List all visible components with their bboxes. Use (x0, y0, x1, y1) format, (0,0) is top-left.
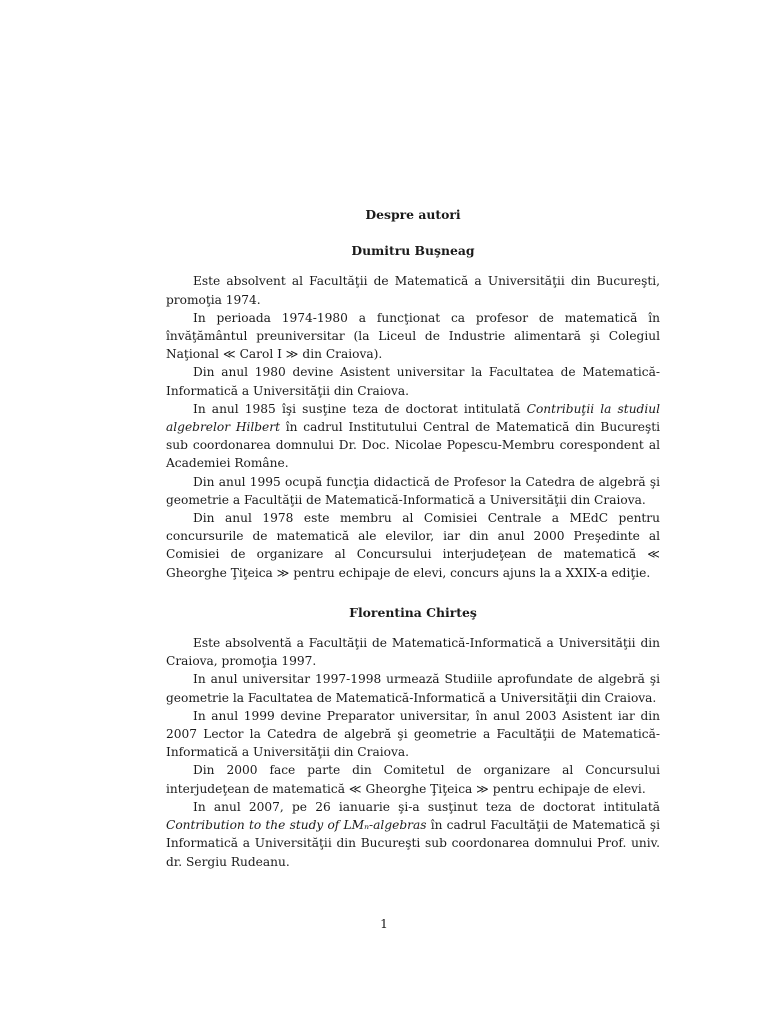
thesis-intro: In anul 2007, pe 26 ianuarie şi-a susţinut teza de doctorat intitulată (193, 799, 660, 814)
bio-paragraph: Este absolventă a Facultăţii de Matematică-Informatică a Universităţii din Craiova, promoţia 1997. (166, 636, 660, 669)
thesis-title: Contribuţii la studiul algebrelor Hilbert (166, 401, 660, 435)
bio-paragraph: Din anul 1980 devine Asistent universitar la Facultatea de Matematică-Informatică a Universităţii din Craiova. (166, 365, 660, 398)
author-name: Dumitru Buşneag (351, 243, 475, 259)
author-name: Florentina Chirteş (349, 604, 477, 620)
bio-paragraph: In anul universitar 1997-1998 urmează Studiile aprofundate de algebră şi geometrie la Facultatea de Matematică-Informatică a Universităţii din Craiova. (166, 672, 660, 705)
bio-paragraph: Din anul 1978 este membru al Comisiei Centrale a MEdC pentru concursurile de matematică ale elevilor, iar din anul 2000 Preşedinte al Comisiei de organizare al Concursului interjudeţean de matematică ≪ Gheorghe Ţiţeica ≫ pentru echipaje de elevi, concurs ajuns la a XXIX-a ediţie. (166, 511, 660, 580)
author-section-busneag (166, 242, 660, 582)
thesis-intro: In anul 1985 îşi susţine teza de doctorat intitulată (193, 401, 527, 416)
thesis-details: în cadrul Institutului Central de Matematică din Bucureşti sub coordonarea domnului Dr. Doc. Nicolae Popescu-Membru corespondent al Academiei Române. (166, 420, 661, 471)
thesis-details: în cadrul Facultăţii de Matematică şi Informatică a Universităţii din Bucureşti sub coordonarea domnului Prof. univ. dr. Sergiu Rudeanu. (166, 818, 661, 869)
author-section-chirtes (166, 604, 660, 871)
page-number: 1 (380, 917, 388, 931)
bio-paragraph: Este absolvent al Facultăţii de Matematică a Universităţii din Bucureşti, promoţia 1974. (166, 274, 660, 307)
document-title: Despre autori (365, 207, 461, 222)
bio-paragraph: Din anul 1995 ocupă funcţia didactică de Profesor la Catedra de algebră şi geometrie a Facultăţii de Matematică-Informatică a Universităţii din Craiova. (166, 474, 660, 507)
bio-paragraph-thesis (166, 400, 660, 473)
bio-paragraph-thesis (166, 798, 660, 871)
bio-paragraph: In perioada 1974-1980 a funcţionat ca profesor de matematică în învăţământul preuniversitar (la Liceul de Industrie alimentară şi Colegiul Naţional ≪ Carol I ≫ din Craiova). (166, 310, 660, 362)
thesis-title: Contribution to the study of LMₙ-algebras (166, 818, 427, 833)
document-page (166, 206, 660, 893)
bio-paragraph: In anul 1999 devine Preparator universitar, în anul 2003 Asistent iar din 2007 Lector la Catedra de algebră şi geometrie a Facultăţii de Matematică-Informatică a Universităţii din Craiova. (166, 708, 660, 760)
bio-paragraph: Din 2000 face parte din Comitetul de organizare al Concursului interjudeţean de matematică ≪ Gheorghe Ţiţeica ≫ pentru echipaje de elevi. (166, 763, 660, 796)
